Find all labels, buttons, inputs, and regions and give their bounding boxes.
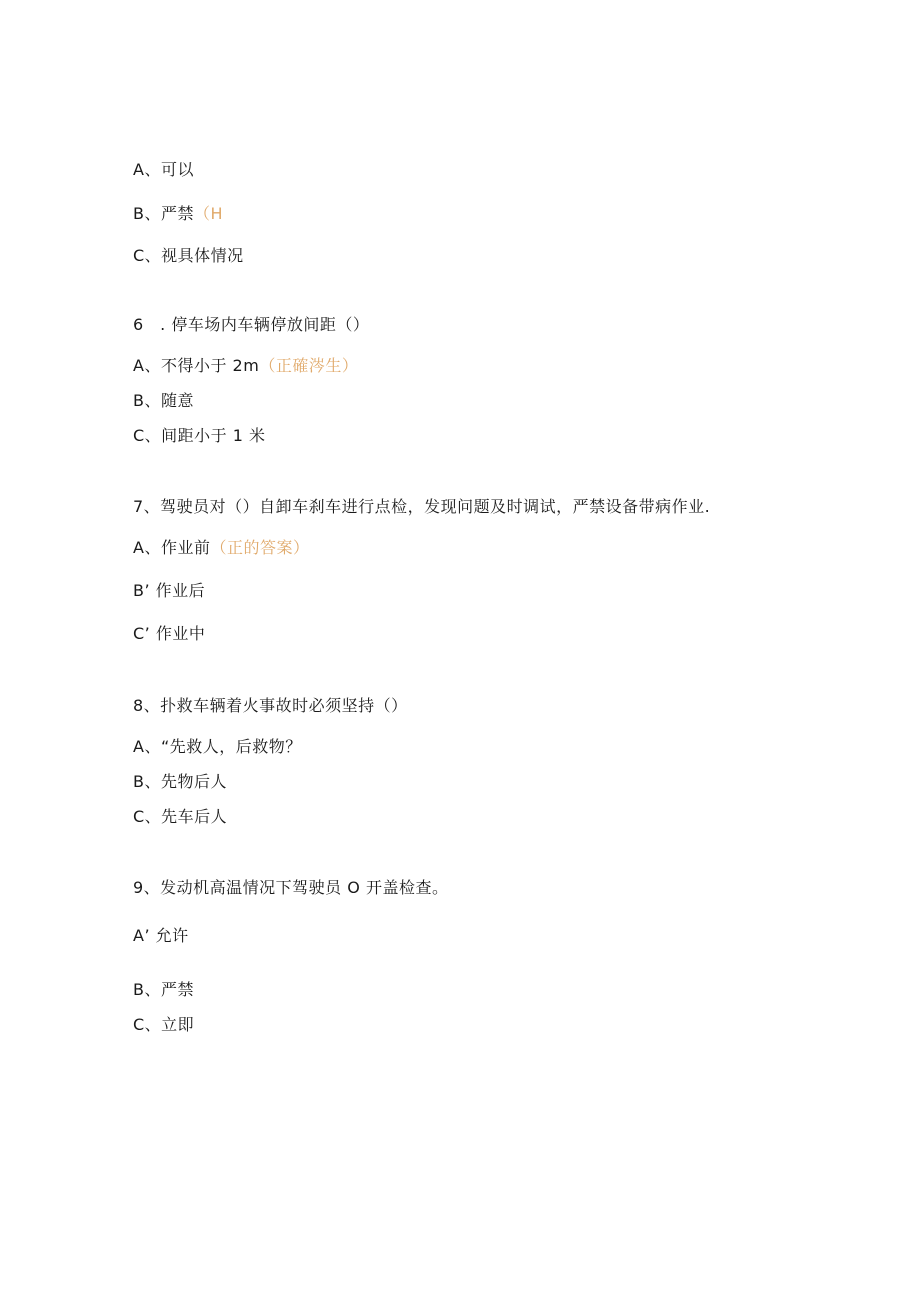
q8-option-b-text: B、先物后人 [133,772,227,791]
q9-option-c-text: C、立即 [133,1015,195,1034]
q6-question [133,314,369,336]
q7-option-c-text: C’ 作业中 [133,624,206,643]
q6-option-c-text: C、间距小于 1 米 [133,426,266,445]
q7-option-a-text: A、作业前 [133,538,211,557]
q8-option-c-text: C、先车后人 [133,807,228,826]
q5-option-c [133,245,244,267]
q8-option-b [133,771,227,793]
q7-option-a [133,537,309,559]
q7-option-b-text: B’ 作业后 [133,581,206,600]
q9-option-c [133,1014,194,1036]
q9-option-a-text: A’ 允许 [133,926,189,945]
q6-option-a [133,355,358,377]
q9-question [133,877,448,899]
q5-option-a [133,159,194,181]
q7-option-a-answer-mark: （正的答案） [210,538,310,557]
q8-option-a-text: A、“先救人，后救物？ [133,737,302,756]
q5-option-c-text: C、视具体情况 [133,246,244,265]
q6-option-b [133,390,194,412]
q9-question-text: 9、发动机高温情况下驾驶员 O 开盖检查。 [133,878,449,897]
q9-option-b-text: B、严禁 [133,980,194,999]
q5-option-b-text: B、严禁 [133,204,194,223]
q5-option-b-answer-mark: （H [193,204,224,223]
q8-option-c [133,806,227,828]
q5-option-a-text: A、可以 [133,160,194,179]
q8-option-a [133,736,302,758]
q9-option-b [133,979,194,1001]
q7-option-c [133,623,205,645]
q7-question-text: 7、驾驶员对（）自卸车刹车进行点检，发现问题及时调试，严禁设备带病作业. [133,497,711,516]
q6-option-a-text: A、不得小于 2m [133,356,260,375]
q6-option-c [133,425,266,447]
q9-option-a [133,925,189,947]
q7-option-b [133,580,205,602]
q6-option-b-text: B、随意 [133,391,194,410]
q7-question [133,496,710,518]
q8-question [133,695,408,717]
q5-option-b [133,203,223,225]
q8-question-text: 8、扑救车辆着火事故时必须坚持（） [133,696,408,715]
q6-question-text: 6 . 停车场内车辆停放间距（） [133,315,370,334]
q6-option-a-answer-mark: （正確涔生） [259,356,359,375]
